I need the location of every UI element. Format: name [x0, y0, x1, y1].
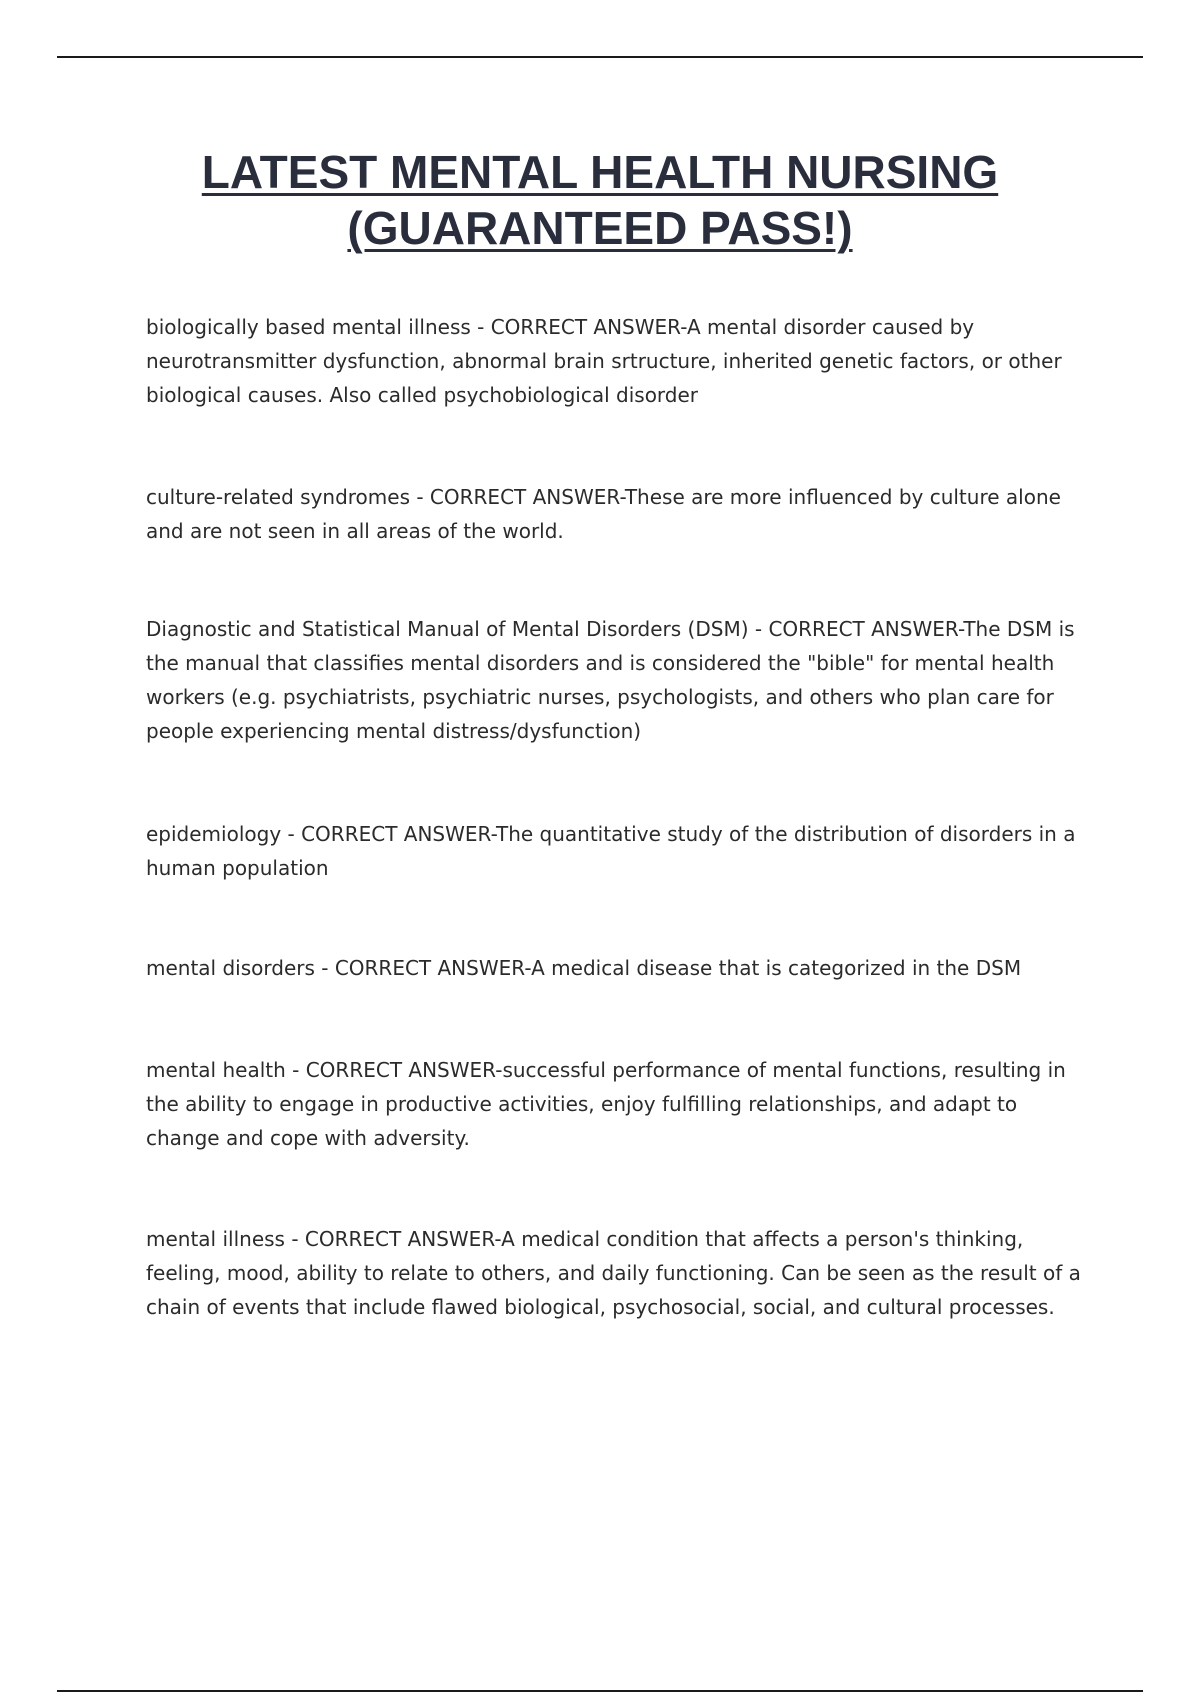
- term-entry-culture-related-syndromes: culture-related syndromes - CORRECT ANSWER-These are more influenced by culture alone and are not seen in all areas of the world.: [146, 485, 1061, 543]
- term-entry-mental-health: mental health - CORRECT ANSWER-successful performance of mental functions, resulting in the ability to engage in productive activities, enjoy fulfilling relationships, and adapt to change and cope with adversity.: [146, 1058, 1066, 1150]
- term-entry-biologically-based-mental-illness: biologically based mental illness - CORRECT ANSWER-A mental disorder caused by neurotransmitter dysfunction, abnormal brain srtructure, inherited genetic factors, or other biological causes. Also called psychobiological disorder: [146, 315, 1062, 407]
- term-entry-mental-disorders: mental disorders - CORRECT ANSWER-A medical disease that is categorized in the DSM: [146, 956, 1022, 980]
- term-entry-mental-illness: mental illness - CORRECT ANSWER-A medical condition that affects a person's thinking, feeling, mood, ability to relate to others, and daily functioning. Can be seen as the result of a chain of events that include flawed biological, psychosocial, social, and cultural processes.: [146, 1227, 1081, 1319]
- term-entry-epidemiology: epidemiology - CORRECT ANSWER-The quantitative study of the distribution of disorders in a human population: [146, 822, 1076, 880]
- title-line-2: (GUARANTEED PASS!): [347, 202, 853, 254]
- document-title: [100, 144, 1100, 256]
- bottom-divider: [57, 1690, 1143, 1692]
- title-line-1: LATEST MENTAL HEALTH NURSING: [201, 146, 999, 198]
- term-entry-dsm: Diagnostic and Statistical Manual of Mental Disorders (DSM) - CORRECT ANSWER-The DSM is the manual that classifies mental disorders and is considered the "bible" for mental health workers (e.g. psychiatrists, psychiatric nurses, psychologists, and others who plan care for people experiencing mental distress/dysfunction): [146, 617, 1075, 743]
- top-divider: [57, 56, 1143, 58]
